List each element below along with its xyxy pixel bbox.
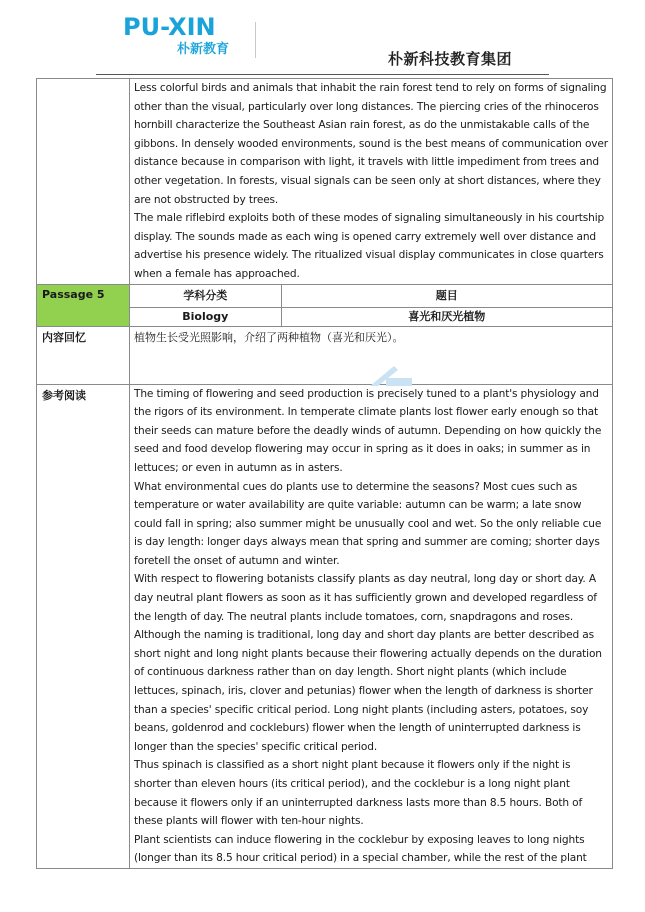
reading-text-cell xyxy=(130,384,613,868)
logo-divider xyxy=(255,22,256,58)
recall-label: 内容回忆 xyxy=(37,326,130,384)
top-passage-text-cell xyxy=(130,79,613,285)
reading-paragraph: The timing of flowering and seed production is precisely tuned to a plant's physiology and the rigors of its environment. In temperate climate plants lost flower early enough so that their seeds can mature before the deadly winds of autumn. Depending on how quickly the seed and food develop flowering may occur in spring as it does in oaks; in summer as in lettuces; or even in autumn as in asters. xyxy=(134,387,602,474)
reading-paragraph: Thus spinach is classified as a short night plant because it flowers only if the night is shorter than eleven hours (its critical period), and the cocklebur is a long night plant because it flowers only if an uninterrupted darkness lasts more than 8.5 hours. Both of these plants will flower with ten-hour nights. xyxy=(134,759,583,828)
group-name: 朴新科技教育集团 xyxy=(388,50,513,68)
reading-paragraph: Although the naming is traditional, long day and short day plants are better described as short night and long night plants because their flowering actually depends on the duration of continuous darkness rather than on day length. Short night plants (which include lettuces, spinach, iris, clover and petunias) flower when the length of darkness is shorter than a species' specific critical period. Long night plants (including asters, potatoes, soy beans, goldenrod and cockleburs) flower when the length of uninterrupted darkness is longer than the species' specific critical period. xyxy=(134,629,602,753)
passage-table xyxy=(36,78,613,869)
passage-label: Passage 5 xyxy=(37,284,130,326)
reading-row xyxy=(37,384,613,868)
subject-value: Biology xyxy=(130,307,282,326)
title-header: 题目 xyxy=(281,284,612,307)
recall-row xyxy=(37,326,613,384)
header-rule xyxy=(96,74,549,75)
puxin-logo xyxy=(123,14,251,66)
reading-paragraph: With respect to flowering botanists classify plants as day neutral, long day or short day. A day neutral plant flowers as soon as it has sufficiently grown and developed regardless of the length of day. The neutral plants include tomatoes, corn, snapdragons and roses. xyxy=(134,573,597,623)
subject-header: 学科分类 xyxy=(130,284,282,307)
logo-latin-text: PU-XIN xyxy=(123,13,216,41)
passage-header-row xyxy=(37,284,613,307)
top-passage-row xyxy=(37,79,613,285)
reading-paragraph: What environmental cues do plants use to determine the seasons? Most cues such as temperature or water availability are quite variable: autumn can be warm; a late snow could fall in spring; also summer might be unusually cool and wet. So the only reliable cue is day length: longer days always mean that spring and summer are coming; shorter days foretell the onset of autumn and winter. xyxy=(134,480,602,567)
title-value: 喜光和厌光植物 xyxy=(281,307,612,326)
reading-paragraph: Plant scientists can induce flowering in the cocklebur by exposing leaves to long nights (longer than its 8.5 hour critical period) in a special chamber, while the rest of the plant xyxy=(134,833,587,865)
top-passage-paragraph: Less colorful birds and animals that inhabit the rain forest tend to rely on forms of signaling other than the visual, particularly over long distances. The piercing cries of the rhinoceros hornbill characterize the Southeast Asian rain forest, as do the unmistakable calls of the gibbons. In densely wooded environments, sound is the best means of communication over distance because in comparison with light, it travels with little impediment from trees and other vegetation. In forests, visual signals can be seen only at short distances, where they are not obstructed by trees. xyxy=(134,82,608,206)
recall-text: 植物生长受光照影响，介绍了两种植物（喜光和厌光）。 xyxy=(130,326,613,384)
logo-chinese-text: 朴新教育 xyxy=(177,42,230,57)
page-header xyxy=(0,0,645,78)
top-passage-label-cell xyxy=(37,79,130,285)
reading-label: 参考阅读 xyxy=(37,384,130,868)
top-passage-paragraph: The male riflebird exploits both of these modes of signaling simultaneously in his courtship display. The sounds made as each wing is opened carry extremely well over distance and advertise his presence widely. The ritualized visual display communicates in close quarters when a female has approached. xyxy=(134,212,605,280)
